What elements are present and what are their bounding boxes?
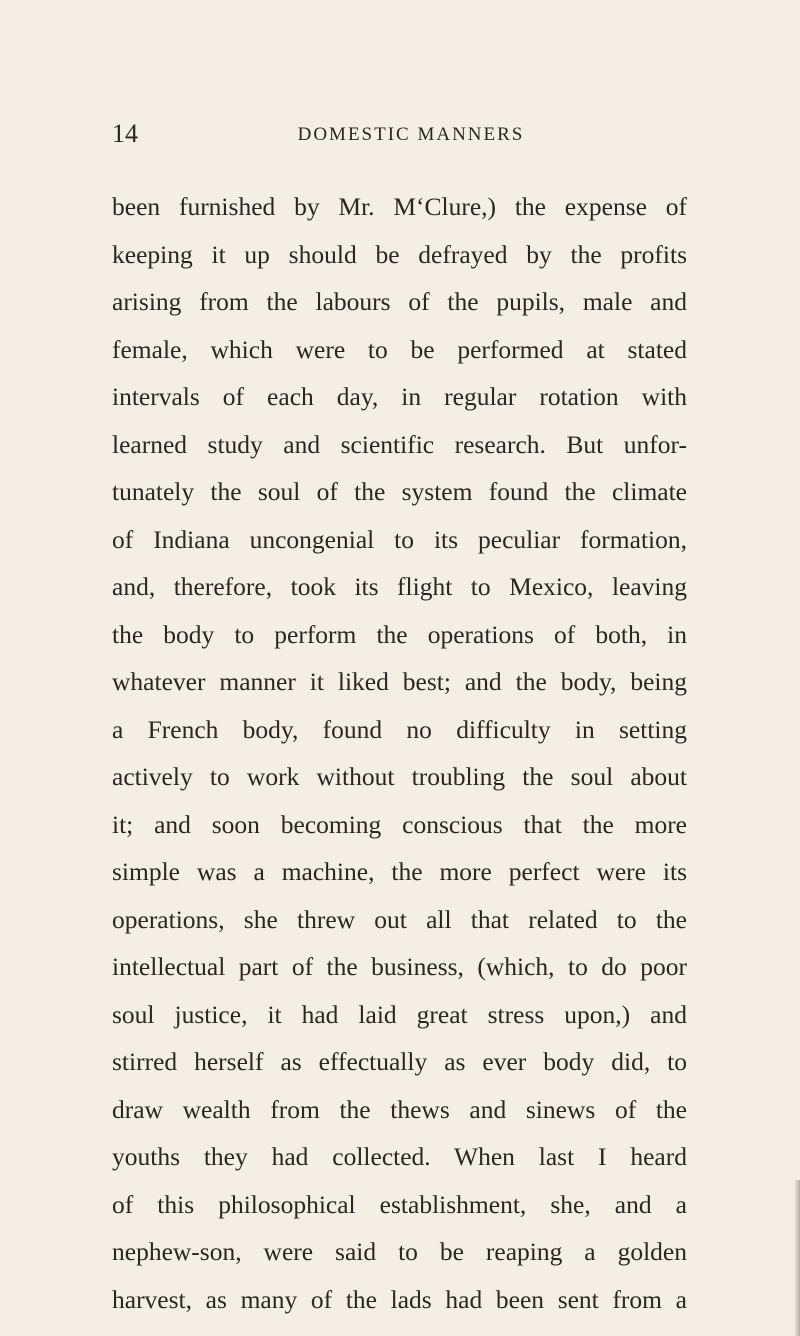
- running-head: [112, 118, 694, 150]
- text-line: and, therefore, took its flight to Mexico, leaving: [112, 572, 687, 601]
- text-line: tunately the soul of the system found the climate: [112, 477, 687, 506]
- text-line: intellectual part of the business, (which, to do poor: [112, 952, 687, 981]
- text-line: whatever manner it liked best; and the body, being: [112, 667, 687, 696]
- text-line: of Indiana uncongenial to its peculiar formation,: [112, 524, 687, 554]
- text-line: a French body, found no difficulty in setting: [112, 714, 687, 744]
- text-line: female, which were to be performed at stated: [112, 334, 687, 364]
- text-line: arising from the labours of the pupils, male and: [112, 287, 687, 316]
- text-line: soul justice, it had laid great stress upon,) and: [112, 999, 687, 1029]
- text-line: stirred herself as effectually as ever body did, to: [112, 1047, 687, 1076]
- text-line: keeping it up should be defrayed by the profits: [112, 239, 687, 269]
- running-head-title: DOMESTIC MANNERS: [297, 124, 525, 145]
- text-line: draw wealth from the thews and sinews of the: [112, 1094, 687, 1124]
- page-edge-shadow: [794, 1180, 800, 1336]
- text-line: youths they had collected. When last I heard: [112, 1142, 687, 1171]
- text-line: learned study and scientific research. But unfor-: [112, 429, 687, 459]
- text-line: actively to work without troubling the soul about: [112, 762, 687, 791]
- text-line: operations, she threw out all that related to the: [112, 904, 687, 934]
- text-line: simple was a machine, the more perfect were its: [112, 857, 687, 886]
- text-line: it; and soon becoming conscious that the more: [112, 809, 687, 839]
- text-line: nephew-son, were said to be reaping a golden: [112, 1237, 687, 1266]
- text-line: of this philosophical establishment, she, and a: [112, 1189, 687, 1219]
- text-line: been furnished by Mr. M‘Clure,) the expense of: [112, 192, 687, 221]
- text-line: harvest, as many of the lads had been sent from a: [112, 1284, 687, 1314]
- text-line: the body to perform the operations of both, in: [112, 619, 687, 649]
- text-line: intervals of each day, in regular rotation with: [112, 382, 687, 411]
- body-text: [112, 183, 687, 1323]
- page-number: 14: [112, 119, 138, 148]
